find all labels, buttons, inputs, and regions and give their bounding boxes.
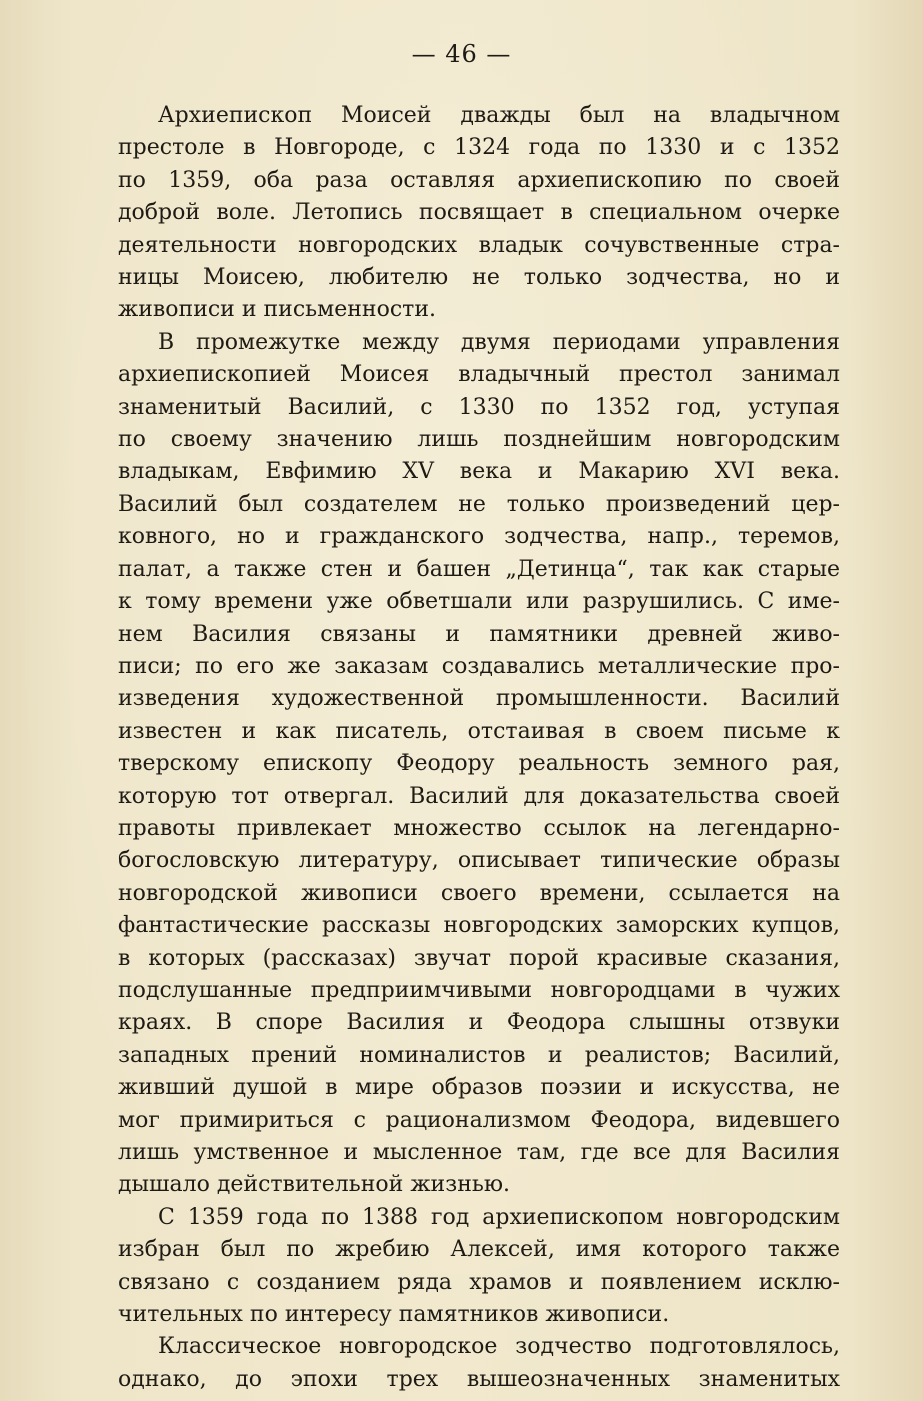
text-line: по своему значению лишь позднейшим новгородским: [118, 427, 840, 453]
text-line: дышало действительной жизнью.: [118, 1172, 511, 1198]
paragraph-3: [118, 1202, 840, 1332]
text-body: [118, 100, 840, 1396]
text-line: тверскому епископу Феодору реальность земного рая,: [118, 751, 840, 777]
text-line: живописи и письменности.: [118, 297, 436, 323]
text-line: доброй воле. Летопись посвящает в специальном очерке: [118, 200, 840, 226]
text-line: нем Василия связаны и памятники древней живо-: [118, 621, 840, 647]
text-line: богословскую литературу, описывает типические образы: [118, 848, 840, 874]
text-line: архиепископией Моисея владычный престол занимал: [118, 362, 840, 388]
text-line: подслушанные предприимчивыми новгородцами в чужих: [118, 977, 840, 1003]
text-line: чительных по интересу памятников живописи.: [118, 1302, 670, 1328]
text-line: изведения художественной промышленности. Василий: [118, 686, 840, 712]
text-line: Архиепископ Моисей дважды был на владычном: [158, 103, 840, 128]
text-line: мог примириться с рационализмом Феодора, видевшего: [118, 1107, 840, 1133]
paragraph-4: [118, 1331, 840, 1396]
text-line: писи; по его же заказам создавались металлические про-: [118, 653, 840, 679]
paragraph-1: [118, 100, 840, 327]
text-line: однако, до эпохи трех вышеозначенных знаменитых: [118, 1366, 840, 1392]
text-line: Классическое новгородское зодчество подготовлялось,: [158, 1334, 840, 1360]
text-line: фантастические рассказы новгородских заморских купцов,: [118, 913, 840, 939]
page-number: — 46 —: [411, 40, 512, 68]
text-line: Василий был создателем не только произведений цер-: [118, 491, 840, 517]
text-line: новгородской живописи своего времени, ссылается на: [118, 880, 840, 906]
text-line: лишь умственное и мысленное там, где все для Василия: [118, 1140, 840, 1165]
text-line: краях. В споре Василия и Феодора слышны отзвуки: [118, 1010, 840, 1036]
text-line: палат, а также стен и башен „Детинца“, так как старые: [118, 556, 840, 582]
text-line: ковного, но и гражданского зодчества, напр., теремов,: [118, 524, 840, 550]
text-line: деятельности новгородских владык сочувственные стра-: [118, 232, 840, 258]
text-line: В промежутке между двумя периодами управления: [158, 329, 840, 355]
text-line: к тому времени уже обветшали или разрушились. С име-: [118, 589, 840, 615]
text-line: которую тот отвергал. Василий для доказательства своей: [118, 783, 840, 809]
text-line: С 1359 года по 1388 год архиепископом новгородским: [158, 1204, 840, 1230]
text-line: владыкам, Евфимию XV века и Макарию XVI века.: [118, 459, 840, 485]
text-line: известен и как писатель, отстаивая в своем письме к: [118, 718, 840, 744]
text-line: по 1359, оба раза оставляя архиепископию по своей: [118, 167, 840, 193]
text-line: избран был по жребию Алексей, имя которого также: [118, 1237, 840, 1263]
text-line: живший душой в мире образов поэзии и искусства, не: [118, 1075, 840, 1101]
text-line: западных прений номиналистов и реалистов; Василий,: [118, 1042, 840, 1068]
text-line: правоты привлекает множество ссылок на легендарно-: [118, 815, 840, 841]
text-line: в которых (рассказах) звучат порой красивые сказания,: [118, 945, 840, 971]
text-line: престоле в Новгороде, с 1324 года по 1330 и с 1352: [118, 135, 840, 161]
paragraph-2: [118, 327, 840, 1202]
text-line: ницы Моисею, любителю не только зодчества, но и: [118, 265, 840, 291]
text-line: связано с созданием ряда храмов и появлением исклю-: [118, 1269, 840, 1295]
text-line: знаменитый Василий, с 1330 по 1352 год, уступая: [118, 394, 840, 420]
